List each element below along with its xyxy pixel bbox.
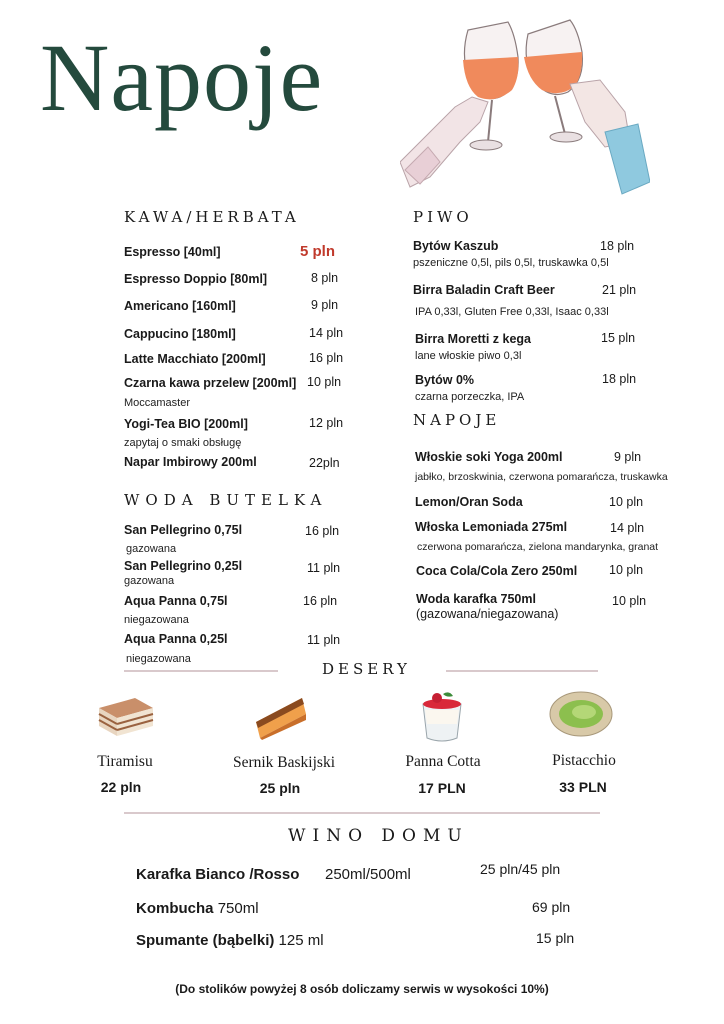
menu-item-name: Americano [160ml]	[124, 299, 236, 313]
wine-item-label: Spumante (bąbelki)	[136, 932, 275, 949]
menu-item-price: 22pln	[309, 456, 340, 470]
dessert-name: Panna Cotta	[405, 753, 481, 770]
menu-item-price: 12 pln	[309, 416, 344, 430]
menu-item-name: Woda karafka 750ml	[416, 592, 536, 606]
menu-item-name: Yogi-Tea BIO [200ml]	[124, 417, 248, 431]
menu-item-description: (gazowana/niegazowana)	[416, 607, 559, 621]
menu-item-description: zapytaj o smaki obsługę	[124, 437, 242, 449]
menu-item-name: Espresso Doppio [80ml]	[124, 272, 268, 286]
menu-item-price: 5 pln	[300, 243, 336, 260]
menu-item-description: lane włoskie piwo 0,3l	[415, 350, 522, 362]
dessert-price: 17 PLN	[418, 780, 466, 796]
section-heading-piwo: PIWO	[413, 208, 473, 226]
menu-item-name: Włoskie soki Yoga 200ml	[415, 450, 563, 464]
menu-item-name: Włoska Lemoniada 275ml	[415, 520, 568, 534]
service-charge-note: (Do stolików powyżej 8 osób doliczamy serwis w wysokości 10%)	[175, 982, 549, 996]
menu-item-name: Aqua Panna 0,75l	[124, 594, 228, 608]
divider-line	[124, 812, 600, 814]
wine-item-price: 69 pln	[532, 899, 571, 915]
menu-item-name: Bytów 0%	[415, 373, 475, 387]
menu-item-price: 9 pln	[311, 298, 339, 312]
cheesecake-icon	[252, 694, 308, 740]
menu-item-price: 21 pln	[602, 283, 637, 297]
menu-item-price: 15 pln	[601, 331, 636, 345]
dessert-name: Sernik Baskijski	[232, 754, 336, 771]
menu-item-price: 10 pln	[307, 375, 342, 389]
page-title: Napoje	[40, 24, 324, 131]
menu-item-name: Bytów Kaszub	[413, 239, 499, 253]
panna-cotta-icon	[417, 690, 467, 744]
wine-item-price: 15 pln	[536, 930, 575, 946]
menu-item-price: 18 pln	[600, 239, 635, 253]
section-heading-woda: WODA BUTELKA	[124, 491, 328, 509]
menu-item-description: IPA 0,33l, Gluten Free 0,33l, Isaac 0,33l	[415, 306, 609, 318]
wine-item-name	[136, 900, 259, 917]
dessert-name: Tiramisu	[97, 753, 153, 770]
menu-item-name: Espresso [40ml]	[124, 245, 221, 259]
divider-line	[124, 670, 278, 672]
menu-item-description: jabłko, brzoskwinia, czerwona pomarańcza, truskawka	[415, 471, 668, 483]
section-heading-wino: WINO DOMU	[288, 826, 469, 846]
section-heading-kawa: KAWA/HERBATA	[124, 208, 300, 226]
wine-item-name	[136, 932, 324, 949]
menu-item-description: gazowana	[124, 575, 175, 587]
dessert-price: 22 pln	[100, 779, 142, 795]
dessert-price: 25 pln	[259, 780, 301, 796]
menu-item-price: 14 pln	[309, 326, 344, 340]
menu-item-description: czarna porzeczka, IPA	[415, 391, 525, 403]
wine-item-size: 250ml/500ml	[325, 866, 411, 883]
menu-item-price: 9 pln	[614, 450, 642, 464]
wine-item-size: 750ml	[217, 900, 259, 917]
menu-item-name: Czarna kawa przelew [200ml]	[124, 376, 297, 390]
menu-item-price: 11 pln	[307, 561, 341, 575]
menu-item-name: Coca Cola/Cola Zero 250ml	[416, 564, 578, 578]
menu-item-description: niegazowana	[124, 614, 189, 626]
section-heading-napoje: NAPOJE	[413, 411, 501, 429]
dessert-name: Pistacchio	[552, 752, 616, 769]
section-heading-desery: DESERY	[322, 660, 411, 678]
wine-item-label: Karafka Bianco /Rosso	[136, 866, 300, 883]
menu-item-name: San Pellegrino 0,75l	[124, 523, 243, 537]
pistacchio-icon	[548, 688, 614, 740]
menu-item-price: 16 pln	[305, 524, 340, 538]
menu-item-name: Latte Macchiato [200ml]	[124, 352, 266, 366]
menu-item-description: Moccamaster	[124, 397, 191, 409]
tiramisu-icon	[95, 694, 155, 738]
menu-item-price: 11 pln	[307, 633, 341, 647]
menu-item-price: 8 pln	[311, 271, 339, 285]
menu-item-name: Birra Moretti z kega	[415, 332, 532, 346]
menu-item-price: 14 pln	[610, 521, 645, 535]
wine-item-name	[136, 866, 299, 883]
menu-item-name: Cappucino [180ml]	[124, 327, 236, 341]
menu-item-name: Aqua Panna 0,25l	[124, 632, 228, 646]
menu-item-price: 16 pln	[309, 351, 344, 365]
menu-item-description: czerwona pomarańcza, zielona mandarynka, granat	[417, 541, 659, 553]
menu-item-name: San Pellegrino 0,25l	[124, 559, 243, 573]
menu-item-description: gazowana	[126, 543, 177, 555]
menu-item-price: 10 pln	[609, 495, 644, 509]
menu-item-name: Birra Baladin Craft Beer	[413, 283, 555, 297]
menu-item-name: Napar Imbirowy 200ml	[124, 455, 257, 469]
toasting-wine-glasses-illustration	[400, 12, 650, 197]
menu-item-price: 10 pln	[612, 594, 647, 608]
menu-item-description: niegazowana	[126, 653, 191, 665]
menu-item-price: 18 pln	[602, 372, 637, 386]
divider-line	[446, 670, 598, 672]
menu-item-name: Lemon/Oran Soda	[415, 495, 523, 509]
dessert-price: 33 PLN	[559, 779, 607, 795]
wine-item-size: 125 ml	[278, 932, 324, 949]
menu-item-description: pszeniczne 0,5l, pils 0,5l, truskawka 0,5l	[413, 257, 609, 269]
wine-item-price: 25 pln/45 pln	[480, 861, 561, 877]
menu-item-price: 10 pln	[609, 563, 644, 577]
menu-item-price: 16 pln	[303, 594, 338, 608]
wine-item-label: Kombucha	[136, 900, 214, 917]
